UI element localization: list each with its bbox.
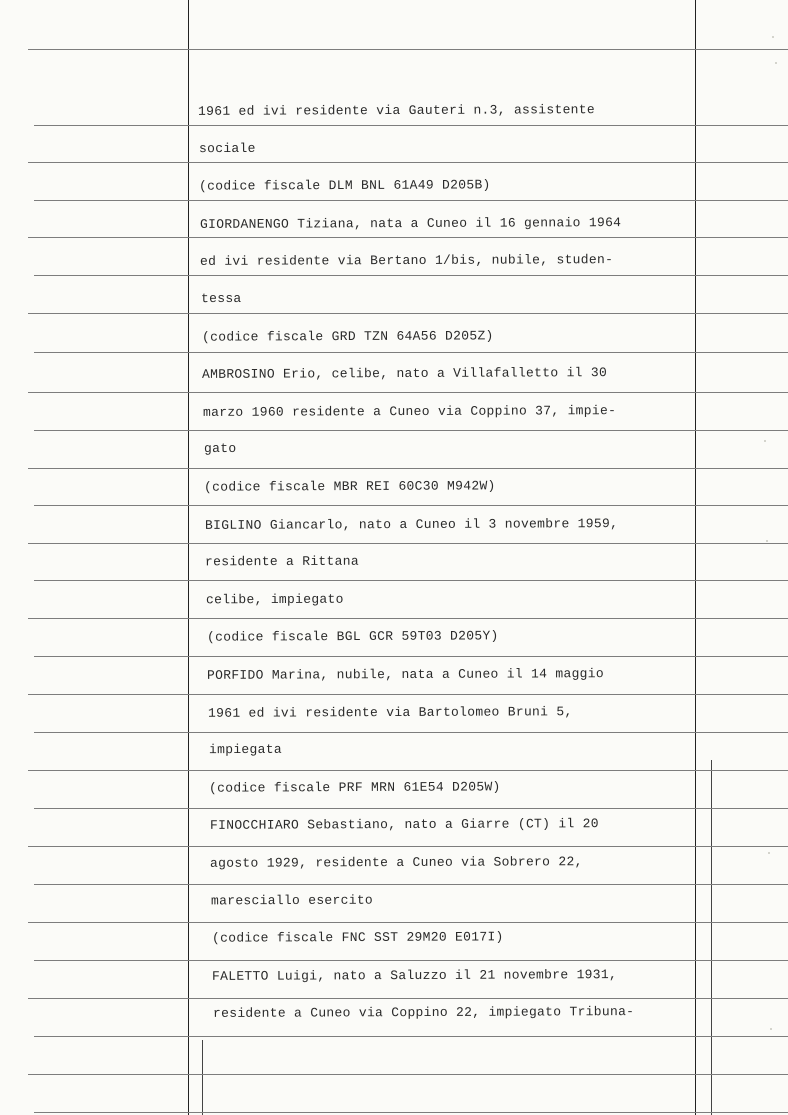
- ruled-line: [34, 430, 788, 431]
- document-line: impiegata: [208, 741, 282, 758]
- ruled-line: [34, 884, 788, 885]
- ruled-line: [28, 922, 788, 923]
- paper-speck: [770, 1028, 772, 1030]
- ruled-line: [34, 580, 788, 581]
- document-line: FALETTO Luigi, nato a Saluzzo il 21 novembre 1931,: [211, 967, 618, 984]
- ruled-line: [34, 125, 788, 126]
- ruled-line: [34, 732, 788, 733]
- paper-speck: [766, 540, 768, 542]
- ruled-line: [34, 1112, 788, 1113]
- ruled-line: [34, 656, 788, 657]
- left-margin-line-lower: [202, 1040, 203, 1115]
- ruled-line: [34, 352, 788, 353]
- ruled-line: [28, 770, 788, 771]
- document-line: ed ivi residente via Bertano 1/bis, nubile, studen-: [199, 252, 614, 269]
- ruled-line: [28, 162, 788, 163]
- ruled-line: [34, 1036, 788, 1037]
- ruled-line: [34, 505, 788, 506]
- ruled-line: [34, 808, 788, 809]
- ruled-line: [28, 237, 788, 238]
- document-line: celibe, impiegato: [205, 591, 344, 608]
- document-line: tessa: [200, 290, 242, 307]
- ruled-line: [28, 846, 788, 847]
- ruled-line: [34, 200, 788, 201]
- document-line: (codice fiscale BGL GCR 59T03 D205Y): [206, 628, 499, 645]
- ruled-line: [28, 998, 788, 999]
- document-line: sociale: [198, 140, 256, 157]
- document-line: FINOCCHIARO Sebastiano, nato a Giarre (CT) il 20: [209, 816, 599, 833]
- ruled-line: [28, 313, 788, 314]
- document-line: agosto 1929, residente a Cuneo via Sobrero 22,: [209, 854, 583, 871]
- document-line: PORFIDO Marina, nubile, nata a Cuneo il 14 maggio: [206, 666, 604, 683]
- ruled-line: [28, 468, 788, 469]
- document-line: (codice fiscale PRF MRN 61E54 D205W): [208, 779, 501, 796]
- right-margin-line: [695, 0, 696, 1115]
- document-line: (codice fiscale DLM BNL 61A49 D205B): [198, 177, 491, 194]
- paper-speck: [764, 440, 766, 442]
- document-line: residente a Cuneo via Coppino 22, impiegato Tribuna-: [212, 1004, 635, 1021]
- document-line: (codice fiscale GRD TZN 64A56 D205Z): [201, 328, 494, 345]
- right-margin-line-lower: [711, 760, 712, 1115]
- document-line: gato: [203, 440, 237, 457]
- ruled-line: [28, 618, 788, 619]
- paper-speck: [772, 36, 774, 38]
- paper-speck: [775, 62, 777, 64]
- ruled-line: [28, 694, 788, 695]
- ruled-line: [28, 392, 788, 393]
- document-line: (codice fiscale MBR REI 60C30 M942W): [203, 478, 496, 495]
- document-line: residente a Rittana: [204, 553, 359, 570]
- ruled-line: [28, 49, 788, 50]
- document-line: BIGLINO Giancarlo, nato a Cuneo il 3 novembre 1959,: [204, 516, 619, 533]
- document-line: marzo 1960 residente a Cuneo via Coppino 37, impie-: [202, 403, 617, 420]
- paper-speck: [768, 852, 770, 854]
- ruled-line: [28, 1074, 788, 1075]
- document-line: AMBROSINO Erio, celibe, nato a Villafalletto il 30: [201, 365, 608, 382]
- left-margin-line: [188, 0, 189, 1115]
- document-line: maresciallo esercito: [210, 892, 374, 909]
- document-line: GIORDANENGO Tiziana, nata a Cuneo il 16 gennaio 1964: [199, 215, 622, 232]
- document-line: (codice fiscale FNC SST 29M20 E017I): [211, 929, 504, 946]
- ruled-line: [34, 275, 788, 276]
- document-line: 1961 ed ivi residente via Gauteri n.3, assistente: [197, 102, 595, 119]
- ruled-line: [34, 960, 788, 961]
- document-line: 1961 ed ivi residente via Bartolomeo Bruni 5,: [207, 704, 573, 721]
- ruled-line: [28, 543, 788, 544]
